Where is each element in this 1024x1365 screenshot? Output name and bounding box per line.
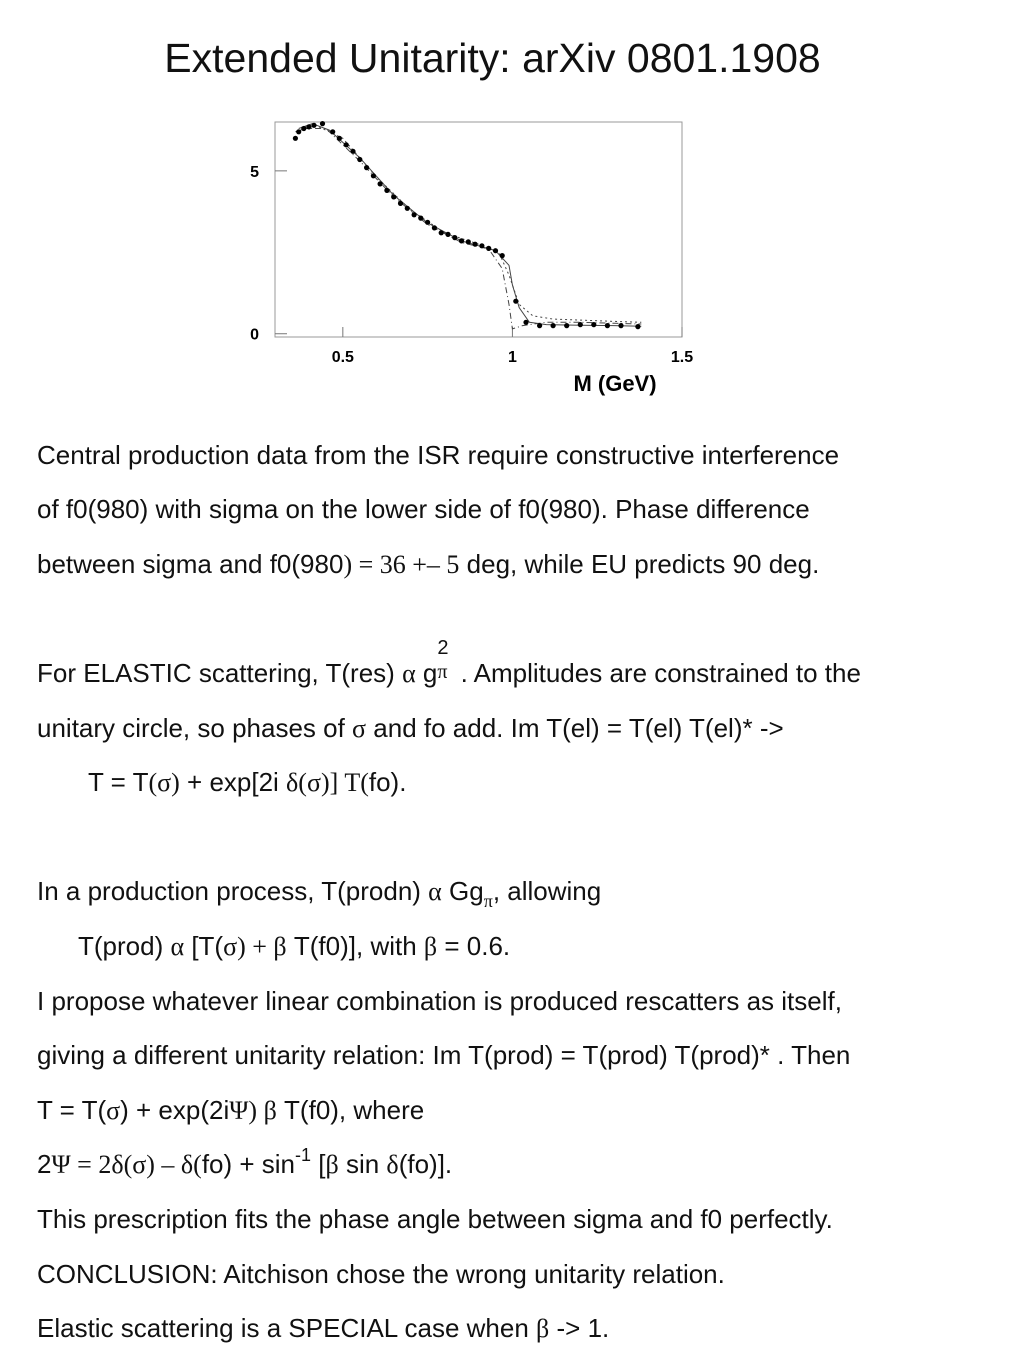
text-segment: + exp[2i: [179, 767, 287, 797]
data-point: [405, 206, 410, 211]
paragraph-3-line-5: [37, 1097, 424, 1124]
data-point: [364, 165, 369, 170]
text-segment: 2: [37, 1149, 52, 1179]
text-segment: Elastic scattering is a SPECIAL case when: [37, 1313, 537, 1343]
data-point: [371, 173, 376, 178]
x-tick-label: 0.5: [331, 349, 354, 366]
pi-subscript: π: [437, 661, 448, 683]
plot-frame: [275, 122, 682, 337]
text-segment: deg, while EU predicts 90 deg.: [459, 549, 820, 579]
data-point: [618, 323, 623, 328]
data-point: [564, 323, 569, 328]
fit-curve-dotted: [295, 125, 641, 322]
text-segment: unitary circle, so phases of: [37, 713, 353, 743]
text-segment: δ(σ)] T(: [286, 768, 369, 797]
paragraph-1-line-2: of f0(980) with sigma on the lower side of f0(980). Phase difference: [37, 494, 810, 524]
paragraph-1-line-3: [37, 551, 819, 578]
sigma-symbol: σ: [106, 1096, 121, 1125]
data-point: [452, 235, 457, 240]
delta-symbol: δ: [386, 1150, 399, 1179]
data-point: [350, 149, 355, 154]
data-point: [537, 323, 542, 328]
text-segment: = 0.6.: [437, 931, 511, 961]
text-segment: sin: [338, 1149, 387, 1179]
data-point: [378, 181, 383, 186]
text-segment: ) = 36 +– 5: [343, 550, 460, 579]
fit-curve-solid: [299, 124, 642, 327]
superscript: 2: [437, 637, 449, 659]
text-segment: T = T(: [37, 1095, 107, 1125]
paragraph-3-line-7: This prescription fits the phase angle between sigma and f0 perfectly.: [37, 1204, 833, 1234]
superscript: -1: [295, 1145, 312, 1165]
text-segment: [T(: [184, 931, 224, 961]
data-point: [500, 253, 505, 258]
text-segment: , allowing: [492, 876, 602, 906]
paragraph-2-line-1: [37, 637, 861, 688]
data-point: [293, 136, 298, 141]
alpha-symbol: α: [402, 659, 416, 688]
text-segment: g: [415, 658, 438, 688]
text-segment: (fo)].: [398, 1149, 453, 1179]
sigma-symbol: σ: [352, 714, 367, 743]
x-axis-label: M (GeV): [573, 371, 657, 396]
data-point: [486, 246, 491, 251]
superscript-subscript: [437, 637, 453, 683]
data-point: [445, 232, 450, 237]
data-point: [398, 201, 403, 206]
data-point: [337, 136, 342, 141]
paragraph-3-line-2: [78, 933, 510, 960]
text-segment: Gg: [441, 876, 484, 906]
alpha-symbol: α: [428, 877, 442, 906]
data-point: [357, 157, 362, 162]
text-segment: T(f0), where: [276, 1095, 425, 1125]
data-point: [466, 239, 471, 244]
paragraph-3-line-4: giving a different unitarity relation: Im T(prod) = T(prod) T(prod)* . Then: [37, 1040, 851, 1070]
text-segment: In a production process, T(prodn): [37, 876, 429, 906]
alpha-symbol: α: [170, 932, 185, 961]
data-point: [493, 248, 498, 253]
paragraph-3-line-6: [37, 1145, 453, 1179]
data-point: [344, 142, 349, 147]
paragraph-1-line-1: Central production data from the ISR require constructive interference: [37, 440, 840, 470]
text-segment: . Amplitudes are constrained to the: [453, 658, 861, 688]
y-tick-label: 0: [250, 326, 259, 344]
page-title: Extended Unitarity: arXiv 0801.1908: [164, 35, 821, 81]
mass-spectrum-chart: [235, 112, 715, 402]
paragraph-3-line-8: CONCLUSION: Aitchison chose the wrong unitarity relation.: [37, 1259, 725, 1289]
text-segment: σ) + β: [223, 932, 287, 961]
data-point: [551, 323, 556, 328]
data-point: [439, 230, 444, 235]
paragraph-2-line-3: [88, 769, 406, 796]
text-segment: fo) + sin: [201, 1149, 296, 1179]
fit-curve-dashdot: [302, 129, 641, 329]
pi-subscript: π: [483, 891, 493, 911]
data-point: [412, 212, 417, 217]
beta-symbol: β: [325, 1150, 339, 1179]
data-point: [578, 322, 583, 327]
data-point: [296, 129, 301, 134]
data-point: [306, 124, 311, 129]
paragraph-2-line-2: [37, 715, 784, 742]
data-point: [513, 299, 518, 304]
text-segment: fo).: [368, 767, 407, 797]
data-point: [391, 194, 396, 199]
text-segment: ) + exp(2i: [120, 1095, 230, 1125]
data-point: [320, 121, 325, 126]
data-point: [384, 188, 389, 193]
text-segment: [: [311, 1149, 326, 1179]
text-segment: Ψ = 2δ(σ) – δ(: [51, 1150, 202, 1179]
data-point: [473, 242, 478, 247]
x-tick-label: 1.5: [670, 349, 694, 366]
data-point: [605, 323, 610, 328]
text-segment: -> 1.: [549, 1313, 610, 1343]
text-segment: T(prod): [78, 931, 171, 961]
y-tick-label: 5: [250, 163, 259, 181]
data-point: [425, 220, 430, 225]
text-segment: T = T: [88, 767, 149, 797]
beta-symbol: β: [423, 932, 438, 961]
data-point: [311, 123, 316, 128]
text-segment: T(f0)], with: [286, 931, 424, 961]
text-segment: between sigma and f0(980: [37, 549, 344, 579]
data-point: [418, 216, 423, 221]
data-point: [330, 129, 335, 134]
paragraph-3-line-9: [37, 1315, 609, 1342]
data-point: [523, 320, 528, 325]
data-point: [591, 322, 596, 327]
text-segment: For ELASTIC scattering, T(res): [37, 658, 403, 688]
x-tick-label: 1: [507, 349, 517, 366]
text-segment: and fo add. Im T(el) = T(el) T(el)* ->: [366, 713, 784, 743]
data-point: [459, 238, 464, 243]
data-point: [479, 243, 484, 248]
paragraph-3-line-1: [37, 876, 602, 911]
data-point: [635, 324, 640, 329]
data-point: [301, 126, 306, 131]
beta-symbol: β: [536, 1314, 550, 1343]
data-point: [432, 225, 437, 230]
text-segment: Ψ) β: [229, 1096, 277, 1125]
paragraph-3-line-3: I propose whatever linear combination is produced rescatters as itself,: [37, 986, 842, 1016]
text-segment: (σ): [148, 768, 180, 797]
